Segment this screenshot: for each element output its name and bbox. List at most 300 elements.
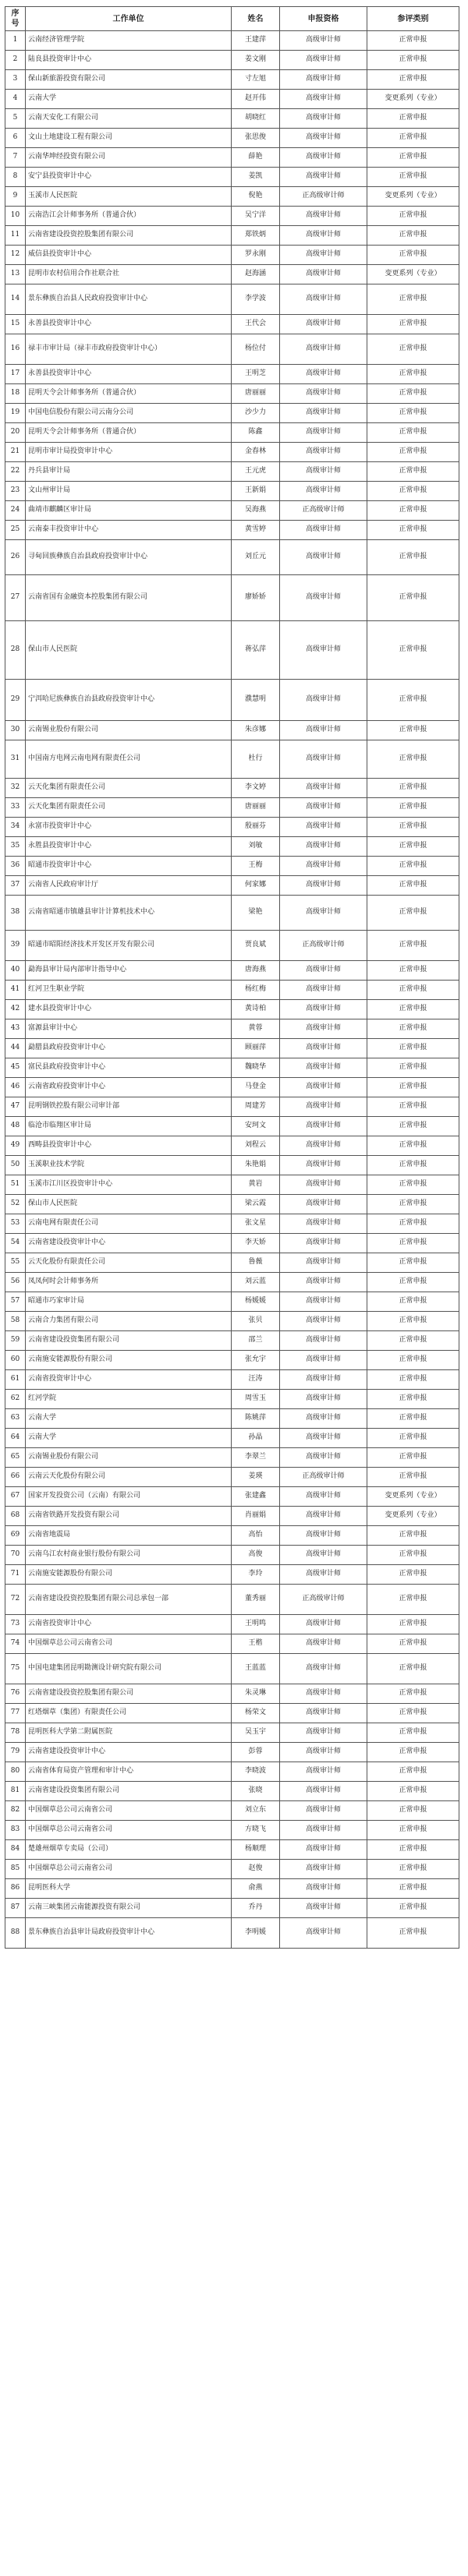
- cell-category: 正常申报: [367, 575, 459, 621]
- cell-employer: 云南锡业股份有限公司: [26, 721, 232, 740]
- cell-category: 正常申报: [367, 31, 459, 51]
- table-row: [5, 334, 459, 365]
- cell-category: 正常申报: [367, 818, 459, 837]
- cell-serial: 70: [5, 1546, 26, 1565]
- cell-category: 正常申报: [367, 779, 459, 798]
- table-row: [5, 1253, 459, 1273]
- cell-name: 周建芳: [232, 1097, 280, 1117]
- table-row: [5, 876, 459, 896]
- cell-name: 吴海燕: [232, 501, 280, 521]
- cell-category: 正常申报: [367, 1234, 459, 1253]
- cell-employer: 玉溪市江川区投资审计中心: [26, 1175, 232, 1195]
- cell-category: 正常申报: [367, 1762, 459, 1782]
- cell-employer: 红塔烟草（集团）有限责任公司: [26, 1704, 232, 1723]
- cell-category: 正常申报: [367, 1468, 459, 1487]
- cell-qualification: 高级审计师: [280, 1039, 367, 1058]
- cell-category: 正常申报: [367, 246, 459, 265]
- cell-qualification: 高级审计师: [280, 482, 367, 501]
- cell-employer: 云南施安能源股份有限公司: [26, 1565, 232, 1585]
- table-row: [5, 226, 459, 246]
- cell-category: 正常申报: [367, 540, 459, 575]
- cell-name: 顾丽萍: [232, 1039, 280, 1058]
- cell-serial: 63: [5, 1409, 26, 1429]
- cell-name: 王明鸣: [232, 1615, 280, 1634]
- cell-employer: 昆明钢铁控股有限公司审计部: [26, 1097, 232, 1117]
- cell-name: 黄蓉: [232, 1019, 280, 1039]
- cell-serial: 37: [5, 876, 26, 896]
- cell-serial: 58: [5, 1312, 26, 1331]
- cell-name: 俞燕: [232, 1879, 280, 1899]
- cell-category: 正常申报: [367, 501, 459, 521]
- cell-name: 王明芝: [232, 365, 280, 384]
- cell-qualification: 高级审计师: [280, 1214, 367, 1234]
- cell-category: 正常申报: [367, 1899, 459, 1918]
- cell-employer: 保山市人民医院: [26, 621, 232, 680]
- table-row: [5, 187, 459, 207]
- cell-name: 何家娜: [232, 876, 280, 896]
- cell-qualification: 高级审计师: [280, 284, 367, 315]
- cell-employer: 中国烟草总公司云南省公司: [26, 1801, 232, 1821]
- cell-employer: 文山州审计局: [26, 482, 232, 501]
- cell-employer: 云南大学: [26, 1429, 232, 1448]
- cell-serial: 57: [5, 1292, 26, 1312]
- cell-category: 正常申报: [367, 1448, 459, 1468]
- cell-category: 正常申报: [367, 1136, 459, 1156]
- cell-serial: 47: [5, 1097, 26, 1117]
- cell-serial: 3: [5, 70, 26, 90]
- cell-category: 正常申报: [367, 680, 459, 721]
- cell-category: 正常申报: [367, 1782, 459, 1801]
- cell-category: 正常申报: [367, 1526, 459, 1546]
- table-row: [5, 384, 459, 404]
- cell-category: 正常申报: [367, 931, 459, 961]
- cell-category: 正常申报: [367, 1634, 459, 1654]
- cell-serial: 21: [5, 443, 26, 462]
- cell-employer: 云南华坤经投资有限公司: [26, 148, 232, 168]
- table-row: [5, 961, 459, 981]
- cell-name: 高俊: [232, 1546, 280, 1565]
- cell-category: 正常申报: [367, 1654, 459, 1684]
- cell-qualification: 高级审计师: [280, 575, 367, 621]
- cell-name: 殷丽芬: [232, 818, 280, 837]
- cell-category: 正常申报: [367, 1019, 459, 1039]
- header-serial: 序号: [5, 7, 26, 31]
- cell-employer: 中国电建集团昆明勘测设计研究院有限公司: [26, 1654, 232, 1684]
- cell-employer: 云南省政府投资审计中心: [26, 1078, 232, 1097]
- cell-serial: 79: [5, 1743, 26, 1762]
- cell-employer: 云天化集团有限责任公司: [26, 779, 232, 798]
- cell-employer: 昭通市投资审计中心: [26, 857, 232, 876]
- table-row: [5, 1312, 459, 1331]
- cell-name: 安珂文: [232, 1117, 280, 1136]
- table-row: [5, 1487, 459, 1507]
- table-row: [5, 1234, 459, 1253]
- table-row: [5, 168, 459, 187]
- cell-qualification: 高级审计师: [280, 1331, 367, 1351]
- cell-name: 黄岩: [232, 1175, 280, 1195]
- cell-qualification: 高级审计师: [280, 1801, 367, 1821]
- cell-name: 方晓飞: [232, 1821, 280, 1840]
- cell-name: 刘丘元: [232, 540, 280, 575]
- cell-qualification: 高级审计师: [280, 1097, 367, 1117]
- cell-employer: 威信县投资审计中心: [26, 246, 232, 265]
- cell-name: 李学波: [232, 284, 280, 315]
- cell-qualification: 高级审计师: [280, 365, 367, 384]
- cell-name: 杨红梅: [232, 981, 280, 1000]
- cell-category: 变更系列（专业）: [367, 1507, 459, 1526]
- cell-serial: 20: [5, 423, 26, 443]
- cell-employer: 云南电网有限责任公司: [26, 1214, 232, 1234]
- cell-name: 李明媛: [232, 1918, 280, 1949]
- cell-qualification: 正高级审计师: [280, 187, 367, 207]
- header-employer: 工作单位: [26, 7, 232, 31]
- table-row: [5, 1899, 459, 1918]
- cell-category: 正常申报: [367, 1195, 459, 1214]
- cell-employer: 云南省铁路开发投资有限公司: [26, 1507, 232, 1526]
- cell-category: 正常申报: [367, 1704, 459, 1723]
- table-row: [5, 1156, 459, 1175]
- cell-qualification: 高级审计师: [280, 443, 367, 462]
- cell-employer: 云南合力集团有限公司: [26, 1312, 232, 1331]
- cell-employer: 昆明医科大学第二附属医院: [26, 1723, 232, 1743]
- cell-serial: 87: [5, 1899, 26, 1918]
- cell-serial: 61: [5, 1370, 26, 1390]
- cell-category: 正常申报: [367, 1918, 459, 1949]
- cell-qualification: 高级审计师: [280, 680, 367, 721]
- cell-name: 彭蓉: [232, 1743, 280, 1762]
- cell-serial: 7: [5, 148, 26, 168]
- cell-qualification: 高级审计师: [280, 1723, 367, 1743]
- cell-name: 马登金: [232, 1078, 280, 1097]
- table-row: [5, 1429, 459, 1448]
- cell-name: 廖娇娇: [232, 575, 280, 621]
- cell-category: 正常申报: [367, 51, 459, 70]
- table-row: [5, 207, 459, 226]
- cell-name: 王蓝蓝: [232, 1654, 280, 1684]
- cell-serial: 46: [5, 1078, 26, 1097]
- cell-qualification: 高级审计师: [280, 1156, 367, 1175]
- cell-serial: 43: [5, 1019, 26, 1039]
- table-row: [5, 1526, 459, 1546]
- cell-serial: 15: [5, 315, 26, 334]
- cell-serial: 41: [5, 981, 26, 1000]
- cell-name: 姜凯: [232, 168, 280, 187]
- cell-name: 朱艳娟: [232, 1156, 280, 1175]
- roster-table: [5, 6, 459, 1949]
- cell-name: 张贝: [232, 1312, 280, 1331]
- cell-category: 正常申报: [367, 109, 459, 129]
- cell-serial: 67: [5, 1487, 26, 1507]
- cell-name: 王新娟: [232, 482, 280, 501]
- cell-name: 杜行: [232, 740, 280, 779]
- cell-serial: 22: [5, 462, 26, 482]
- cell-category: 正常申报: [367, 1585, 459, 1615]
- cell-serial: 60: [5, 1351, 26, 1370]
- cell-name: 姜文刚: [232, 51, 280, 70]
- cell-name: 梁艳: [232, 896, 280, 931]
- cell-employer: 凤凤何时会计师事务所: [26, 1273, 232, 1292]
- cell-employer: 永胜县投资审计中心: [26, 837, 232, 857]
- table-row: [5, 1879, 459, 1899]
- cell-employer: 临沧市临翔区审计局: [26, 1117, 232, 1136]
- cell-qualification: 高级审计师: [280, 1078, 367, 1097]
- cell-category: 正常申报: [367, 1156, 459, 1175]
- cell-qualification: 高级审计师: [280, 1117, 367, 1136]
- cell-qualification: 高级审计师: [280, 721, 367, 740]
- cell-employer: 西畴县投资审计中心: [26, 1136, 232, 1156]
- cell-employer: 红河卫生职业学院: [26, 981, 232, 1000]
- cell-employer: 寻甸回族彝族自治县政府投资审计中心: [26, 540, 232, 575]
- table-row: [5, 621, 459, 680]
- cell-category: 正常申报: [367, 148, 459, 168]
- table-row: [5, 1351, 459, 1370]
- cell-employer: 云南大学: [26, 1409, 232, 1429]
- cell-serial: 10: [5, 207, 26, 226]
- cell-name: 梁云霞: [232, 1195, 280, 1214]
- table-row: [5, 129, 459, 148]
- cell-name: 蒋弘萍: [232, 621, 280, 680]
- cell-category: 正常申报: [367, 1039, 459, 1058]
- cell-employer: 云南省昭通市镇雄县审计计算机技术中心: [26, 896, 232, 931]
- cell-serial: 76: [5, 1684, 26, 1704]
- cell-qualification: 高级审计师: [280, 837, 367, 857]
- table-row: [5, 540, 459, 575]
- cell-employer: 陆良县投资审计中心: [26, 51, 232, 70]
- cell-serial: 65: [5, 1448, 26, 1468]
- table-row: [5, 443, 459, 462]
- cell-qualification: 高级审计师: [280, 129, 367, 148]
- cell-employer: 景东彝族自治县审计局政府投资审计中心: [26, 1918, 232, 1949]
- table-row: [5, 265, 459, 284]
- cell-name: 朱彦娜: [232, 721, 280, 740]
- table-row: [5, 1117, 459, 1136]
- cell-serial: 8: [5, 168, 26, 187]
- table-row: [5, 1039, 459, 1058]
- cell-employer: 云天化股份有限责任公司: [26, 1253, 232, 1273]
- cell-employer: 中国烟草总公司云南省公司: [26, 1860, 232, 1879]
- cell-name: 郑铁炳: [232, 226, 280, 246]
- cell-qualification: 高级审计师: [280, 818, 367, 837]
- cell-name: 董秀丽: [232, 1585, 280, 1615]
- cell-serial: 77: [5, 1704, 26, 1723]
- cell-serial: 71: [5, 1565, 26, 1585]
- cell-category: 正常申报: [367, 1331, 459, 1351]
- cell-serial: 51: [5, 1175, 26, 1195]
- cell-employer: 云南大学: [26, 90, 232, 109]
- cell-serial: 73: [5, 1615, 26, 1634]
- cell-qualification: 高级审计师: [280, 1899, 367, 1918]
- cell-qualification: 高级审计师: [280, 876, 367, 896]
- cell-name: 鲁薇: [232, 1253, 280, 1273]
- cell-employer: 保山市人民医院: [26, 1195, 232, 1214]
- roster-body: [5, 31, 459, 1949]
- cell-name: 刘敏: [232, 837, 280, 857]
- table-row: [5, 1195, 459, 1214]
- cell-qualification: 高级审计师: [280, 521, 367, 540]
- cell-employer: 安宁县投资审计中心: [26, 168, 232, 187]
- cell-category: 正常申报: [367, 168, 459, 187]
- table-row: [5, 521, 459, 540]
- cell-qualification: 高级审计师: [280, 740, 367, 779]
- cell-employer: 云南省建设投资控股集团有限公司总承包一部: [26, 1585, 232, 1615]
- cell-employer: 景东彝族自治县人民政府投资审计中心: [26, 284, 232, 315]
- cell-category: 正常申报: [367, 404, 459, 423]
- cell-serial: 80: [5, 1762, 26, 1782]
- cell-category: 正常申报: [367, 1615, 459, 1634]
- cell-category: 正常申报: [367, 1840, 459, 1860]
- cell-employer: 昆明天令会计师事务所（普通合伙）: [26, 423, 232, 443]
- header-qualification: 申报资格: [280, 7, 367, 31]
- cell-category: 正常申报: [367, 1860, 459, 1879]
- cell-serial: 62: [5, 1390, 26, 1409]
- cell-employer: 红河学院: [26, 1390, 232, 1409]
- cell-employer: 云南浩江会计师事务所（普通合伙）: [26, 207, 232, 226]
- cell-name: 贾良斌: [232, 931, 280, 961]
- cell-employer: 昆明市农村信用合作社联合社: [26, 265, 232, 284]
- cell-category: 正常申报: [367, 334, 459, 365]
- cell-qualification: 高级审计师: [280, 1507, 367, 1526]
- cell-name: 杨位付: [232, 334, 280, 365]
- table-row: [5, 70, 459, 90]
- cell-category: 正常申报: [367, 896, 459, 931]
- cell-name: 金春林: [232, 443, 280, 462]
- table-row: [5, 837, 459, 857]
- cell-serial: 55: [5, 1253, 26, 1273]
- cell-qualification: 高级审计师: [280, 70, 367, 90]
- table-row: [5, 1507, 459, 1526]
- cell-qualification: 高级审计师: [280, 1918, 367, 1949]
- cell-employer: 云南省建设投资集团有限公司: [26, 1782, 232, 1801]
- cell-qualification: 高级审计师: [280, 1390, 367, 1409]
- cell-category: 正常申报: [367, 1292, 459, 1312]
- cell-employer: 云南省建设投资控股集团有限公司: [26, 1684, 232, 1704]
- cell-name: 刘云蓝: [232, 1273, 280, 1292]
- cell-employer: 云南施安能源股份有限公司: [26, 1351, 232, 1370]
- cell-name: 张文星: [232, 1214, 280, 1234]
- cell-category: 正常申报: [367, 315, 459, 334]
- cell-qualification: 高级审计师: [280, 1273, 367, 1292]
- cell-serial: 48: [5, 1117, 26, 1136]
- cell-category: 正常申报: [367, 1723, 459, 1743]
- cell-category: 变更系列（专业）: [367, 1487, 459, 1507]
- cell-category: 正常申报: [367, 1429, 459, 1448]
- cell-serial: 11: [5, 226, 26, 246]
- cell-employer: 云南省国有金融资本控股集团有限公司: [26, 575, 232, 621]
- cell-qualification: 高级审计师: [280, 246, 367, 265]
- cell-employer: 楚雄州烟草专卖局（公司）: [26, 1840, 232, 1860]
- table-row: [5, 1723, 459, 1743]
- cell-qualification: 高级审计师: [280, 1019, 367, 1039]
- cell-employer: 云南省投资审计中心: [26, 1615, 232, 1634]
- table-row: [5, 1743, 459, 1762]
- cell-name: 黄诗柏: [232, 1000, 280, 1019]
- cell-serial: 9: [5, 187, 26, 207]
- cell-category: 正常申报: [367, 1097, 459, 1117]
- cell-serial: 23: [5, 482, 26, 501]
- cell-category: 正常申报: [367, 1058, 459, 1078]
- cell-qualification: 高级审计师: [280, 226, 367, 246]
- cell-employer: 中国电信股份有限公司云南分公司: [26, 404, 232, 423]
- cell-category: 正常申报: [367, 740, 459, 779]
- cell-serial: 16: [5, 334, 26, 365]
- table-row: [5, 896, 459, 931]
- cell-serial: 84: [5, 1840, 26, 1860]
- cell-serial: 74: [5, 1634, 26, 1654]
- cell-serial: 44: [5, 1039, 26, 1058]
- cell-qualification: 正高级审计师: [280, 1468, 367, 1487]
- cell-employer: 云南云天化股份有限公司: [26, 1468, 232, 1487]
- table-row: [5, 1704, 459, 1723]
- cell-name: 赵海涵: [232, 265, 280, 284]
- header-name: 姓名: [232, 7, 280, 31]
- cell-name: 唐丽丽: [232, 384, 280, 404]
- table-row: [5, 1801, 459, 1821]
- cell-qualification: 高级审计师: [280, 1409, 367, 1429]
- cell-category: 正常申报: [367, 621, 459, 680]
- table-row: [5, 284, 459, 315]
- table-row: [5, 1762, 459, 1782]
- table-row: [5, 1078, 459, 1097]
- table-row: [5, 1840, 459, 1860]
- cell-category: 正常申报: [367, 207, 459, 226]
- cell-name: 李玲: [232, 1565, 280, 1585]
- cell-qualification: 高级审计师: [280, 404, 367, 423]
- cell-serial: 82: [5, 1801, 26, 1821]
- cell-qualification: 高级审计师: [280, 1429, 367, 1448]
- cell-category: 正常申报: [367, 1390, 459, 1409]
- cell-name: 汪涛: [232, 1370, 280, 1390]
- cell-name: 张允宇: [232, 1351, 280, 1370]
- cell-category: 正常申报: [367, 129, 459, 148]
- cell-category: 正常申报: [367, 384, 459, 404]
- cell-serial: 50: [5, 1156, 26, 1175]
- cell-name: 周雪玉: [232, 1390, 280, 1409]
- cell-qualification: 高级审计师: [280, 315, 367, 334]
- table-row: [5, 1565, 459, 1585]
- cell-employer: 玉溪市人民医院: [26, 187, 232, 207]
- table-row: [5, 721, 459, 740]
- cell-category: 正常申报: [367, 1312, 459, 1331]
- cell-name: 陈鑫: [232, 423, 280, 443]
- table-row: [5, 1000, 459, 1019]
- cell-employer: 勐腊县政府投资审计中心: [26, 1039, 232, 1058]
- cell-name: 濮慧明: [232, 680, 280, 721]
- header-row: [5, 7, 459, 31]
- table-row: [5, 1331, 459, 1351]
- cell-qualification: 高级审计师: [280, 1782, 367, 1801]
- cell-category: 正常申报: [367, 70, 459, 90]
- cell-category: 正常申报: [367, 1743, 459, 1762]
- cell-qualification: 高级审计师: [280, 1351, 367, 1370]
- cell-employer: 云天化集团有限责任公司: [26, 798, 232, 818]
- cell-qualification: 高级审计师: [280, 334, 367, 365]
- cell-serial: 52: [5, 1195, 26, 1214]
- cell-category: 正常申报: [367, 857, 459, 876]
- cell-category: 正常申报: [367, 1801, 459, 1821]
- cell-employer: 永善县投资审计中心: [26, 365, 232, 384]
- cell-category: 正常申报: [367, 284, 459, 315]
- cell-qualification: 高级审计师: [280, 1526, 367, 1546]
- cell-category: 正常申报: [367, 1351, 459, 1370]
- table-row: [5, 1860, 459, 1879]
- cell-category: 正常申报: [367, 1000, 459, 1019]
- cell-qualification: 高级审计师: [280, 1704, 367, 1723]
- cell-qualification: 高级审计师: [280, 540, 367, 575]
- cell-name: 刘程云: [232, 1136, 280, 1156]
- table-row: [5, 365, 459, 384]
- cell-qualification: 高级审计师: [280, 1312, 367, 1331]
- table-row: [5, 931, 459, 961]
